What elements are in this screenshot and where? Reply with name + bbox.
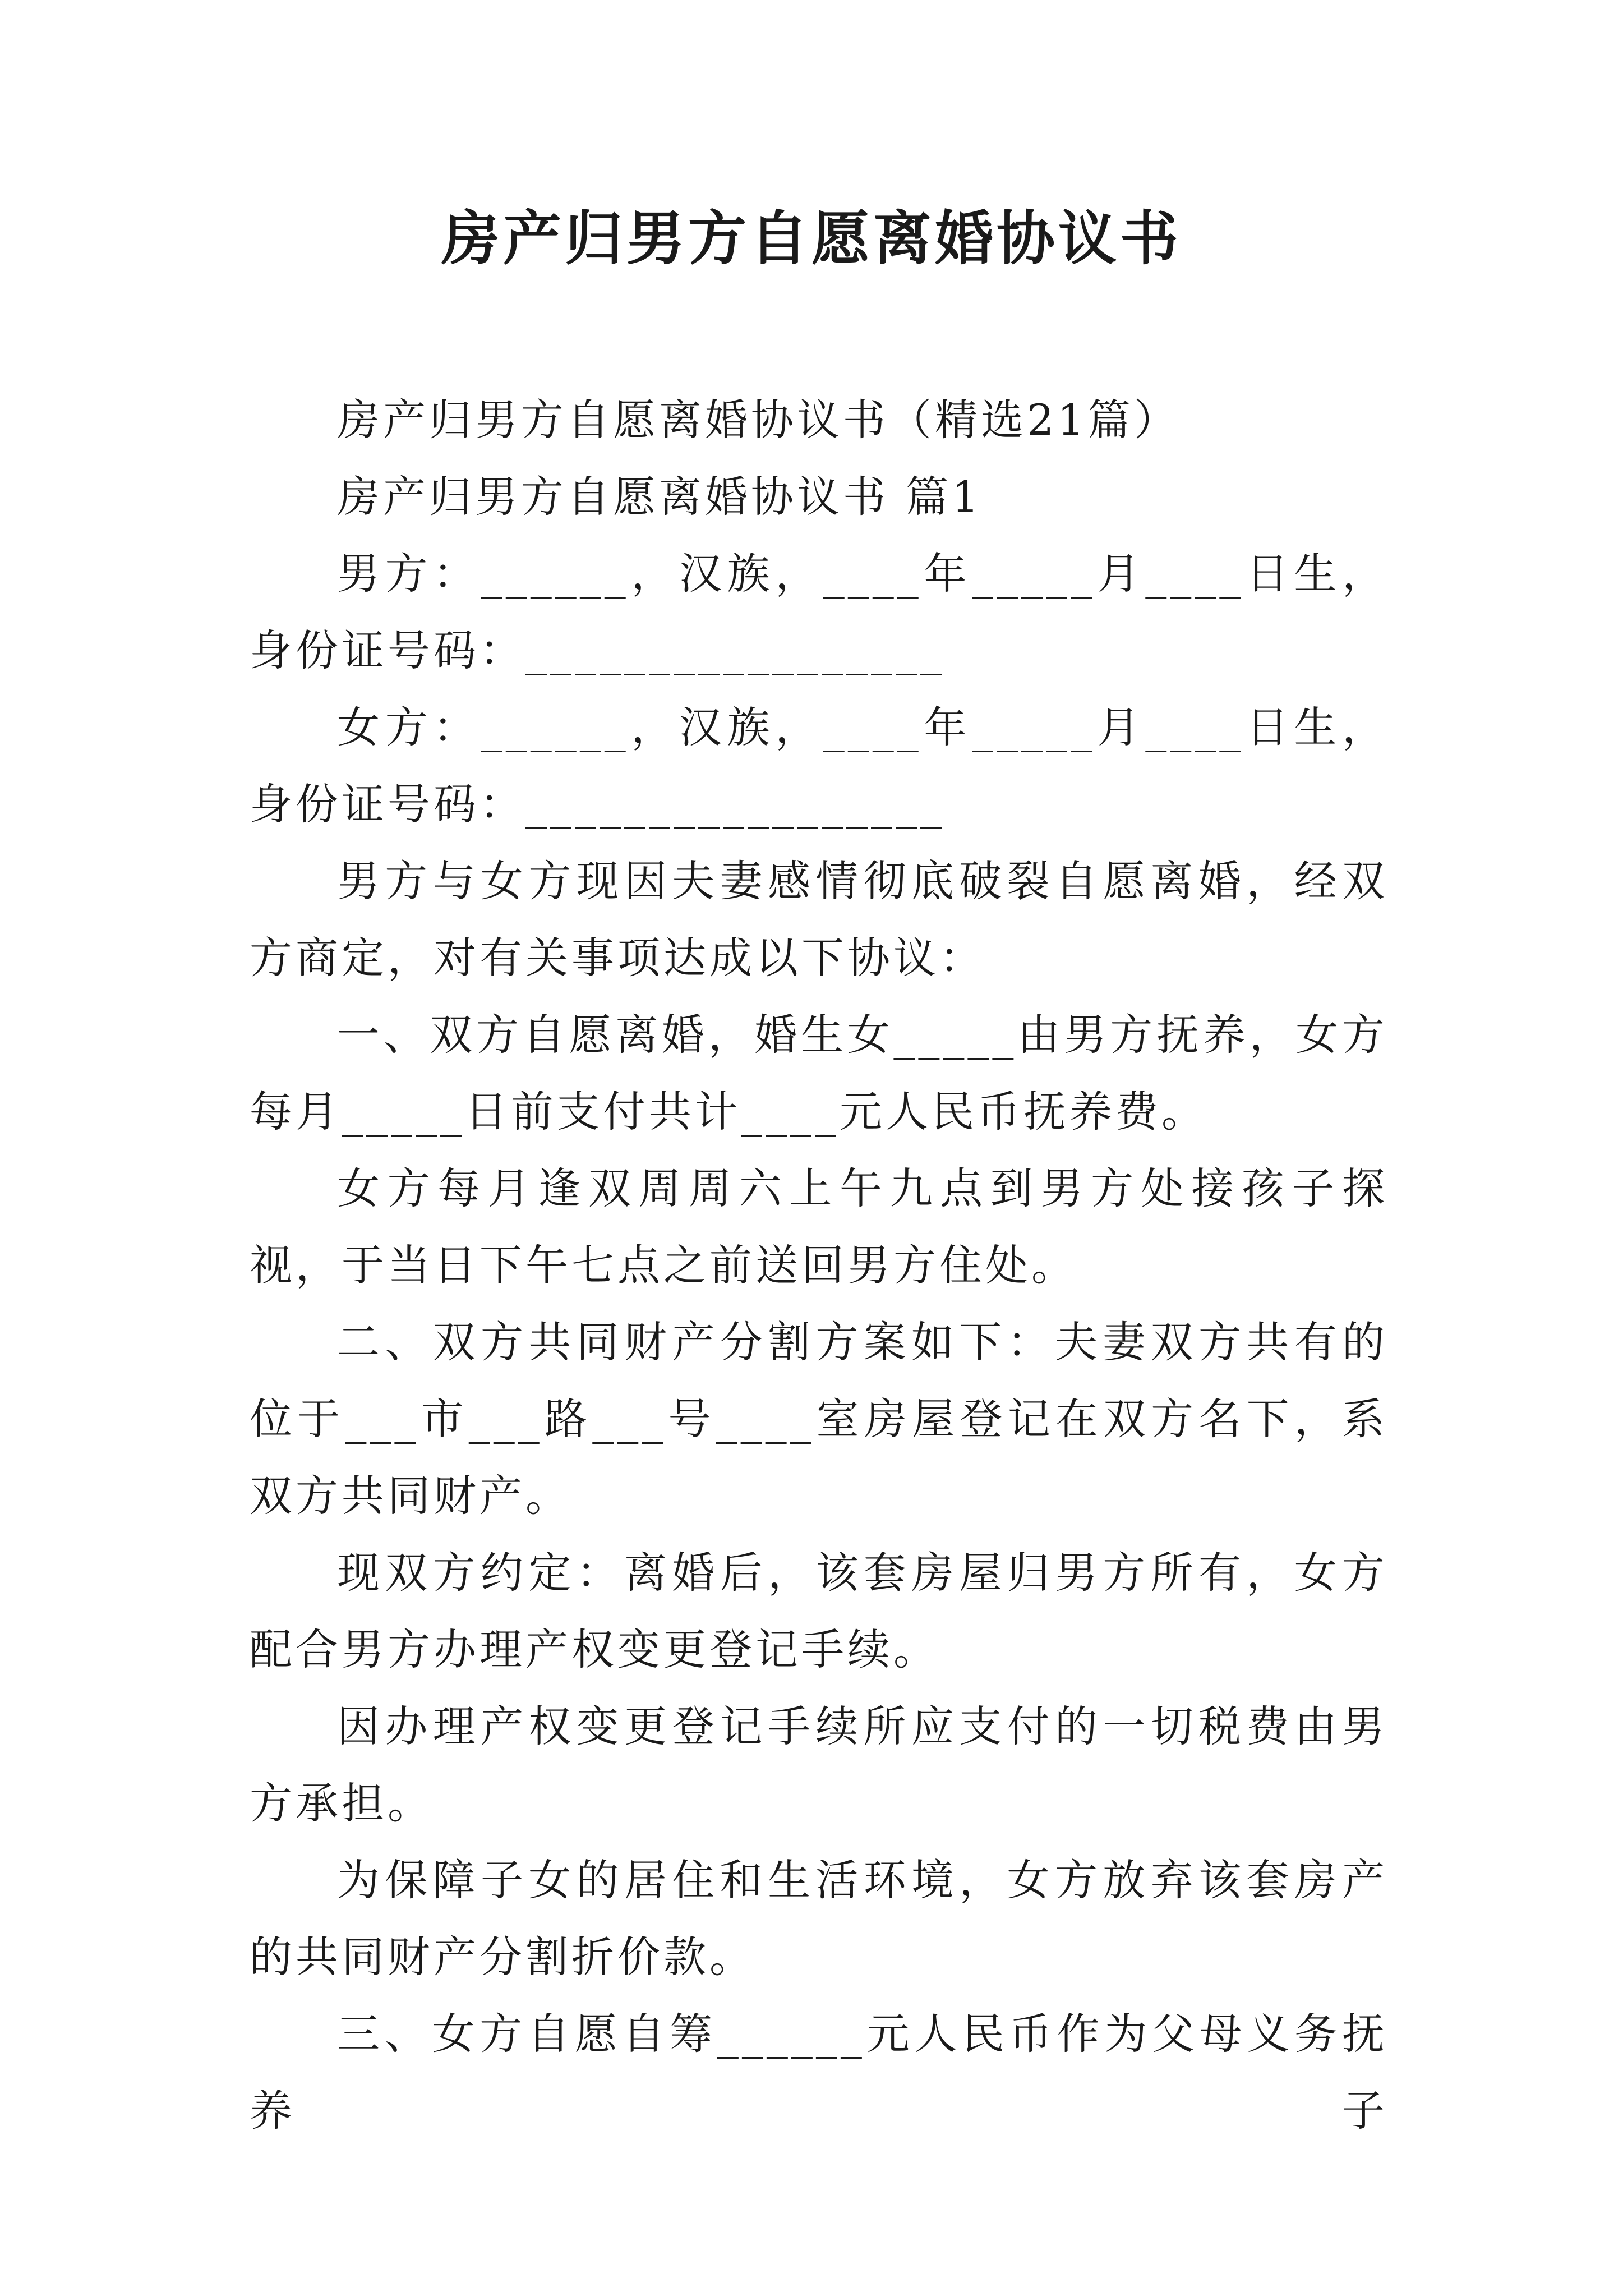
paragraph-clause-3: 三、女方自愿自筹______元人民币作为父母义务抚养子 [250, 2009, 1388, 2136]
paragraph-waiver: 为保障子女的居住和生活环境，女方放弃该套房产的共同财产分割折价款。 [250, 1855, 1388, 1982]
paragraph-clause-2: 二、双方共同财产分割方案如下：夫妻双方共有的位于___市___路___号____室房屋登记在双方名下，系双方共同财产。 [250, 1317, 1388, 1521]
paragraph-intro: 男方与女方现因夫妻感情彻底破裂自愿离婚，经双方商定，对有关事项达成以下协议： [250, 856, 1388, 983]
paragraph-taxes: 因办理产权变更登记手续所应支付的一切税费由男方承担。 [250, 1701, 1388, 1828]
paragraph-male-party: 男方：______，汉族，____年_____月____日生，身份证号码：_________________ [250, 549, 1388, 675]
paragraph-female-party: 女方：______，汉族，____年_____月____日生，身份证号码：_________________ [250, 702, 1388, 829]
document-title: 房产归男方自愿离婚协议书 [441, 204, 1182, 273]
paragraph-visitation: 女方每月逢双周周六上午九点到男方处接孩子探视，于当日下午七点之前送回男方住处。 [250, 1163, 1388, 1290]
paragraph-subtitle: 房产归男方自愿离婚协议书（精选21篇） [337, 395, 1180, 445]
paragraph-clause-1: 一、双方自愿离婚，婚生女_____由男方抚养，女方每月_____日前支付共计____元人民币抚养费。 [250, 1010, 1388, 1137]
paragraph-section-heading: 房产归男方自愿离婚协议书 篇1 [337, 472, 983, 522]
paragraph-agreement: 现双方约定：离婚后，该套房屋归男方所有，女方配合男方办理产权变更登记手续。 [250, 1548, 1388, 1674]
document-body [250, 381, 1388, 2149]
